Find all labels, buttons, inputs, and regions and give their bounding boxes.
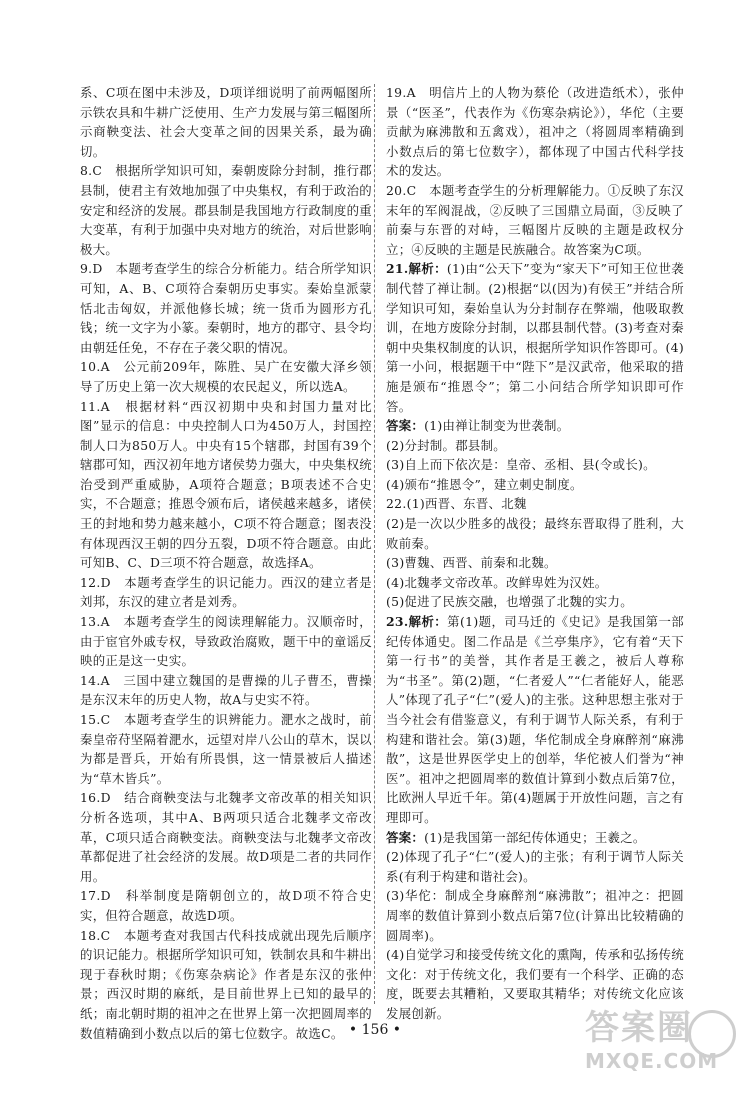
answer-text: 17.D 科举制度是隋朝创立的，故D项不符合史实，但符合题意，故选D项。 bbox=[80, 888, 372, 923]
answer-text: (3)自上而下依次是：皇帝、丞相、县(令或长)。 bbox=[386, 457, 656, 473]
answer-text: 9.D 本题考查学生的综合分析能力。结合所学知识可知，A、B、C项符合秦朝历史事实。秦始皇派蒙恬北击匈奴，并派他修长城；统一货币为圆形方孔钱；统一文字为小篆。秦朝时，地方的郡守、县令均由朝廷任免，不存在子袭父职的情况。 bbox=[80, 261, 372, 355]
answer-text: (4)自觉学习和接受传统文化的熏陶，传承和弘扬传统文化：对于传统文化，我们要有一个科学、正确的态度，既要去其糟粕，又要取其精华；对传统文化应该发展创新。 bbox=[386, 947, 684, 1021]
answer-paragraph bbox=[386, 612, 684, 828]
answer-text: (4)颁布“推恩令”，建立刺史制度。 bbox=[386, 476, 583, 492]
answer-text: 8.C 根据所学知识可知，秦朝废除分封制，推行郡县制，使君主有效地加强了中央集权，有利于政治的安定和经济的发展。郡县制是我国地方行政制度的重大变革，有利于加强中央对地方的统治，对后世影响极大。 bbox=[80, 163, 372, 257]
answer-paragraph bbox=[386, 181, 684, 259]
answer-text: (3)华佗：制成全身麻醉剂“麻沸散”；祖冲之：把圆周率的数值计算到小数点后第7位(计算出比较精确的圆周率)。 bbox=[386, 888, 684, 943]
answer-paragraph bbox=[386, 494, 684, 514]
answer-text: 16.D 结合商鞅变法与北魏孝文帝改革的相关知识分析各选项，其中A、B两项只适合北魏孝文帝改革，C项只适合商鞅变法。商鞅变法与北魏孝文帝改革都促进了社会经济的发展。故D项是二者的共同作用。 bbox=[80, 790, 372, 884]
answer-text: (2)分封制。郡县制。 bbox=[386, 437, 506, 453]
answer-paragraph bbox=[386, 886, 684, 945]
watermark-text-top: 答案圈 bbox=[585, 1008, 693, 1048]
answer-label: 答案： bbox=[386, 418, 425, 434]
answer-text: (2)是一次以少胜多的战役；最终东晋取得了胜利，大败前秦。 bbox=[386, 516, 684, 551]
answer-paragraph bbox=[80, 161, 372, 259]
answer-text: 18.C 本题考查对我国古代科技成就出现先后顺序的识记能力。根据所学知识可知，铁制农具和牛耕出现于春秋时期；《伤寒杂病论》作者是东汉的张仲景；西汉时期的麻纸，是目前世界上已知的最早的纸；南北朝时期的祖冲之在世界上第一次把圆周率的数值精确到小数点以后的第七位数字。故选C。 bbox=[80, 927, 372, 1041]
answer-paragraph bbox=[386, 592, 684, 612]
answer-text: 15.C 本题考查学生的识辨能力。淝水之战时，前秦皇帝苻坚隔着淝水，远望对岸八公山的草木，误以为都是晋兵，开始有所畏惧，这一情景被后人描述为“草木皆兵”。 bbox=[80, 712, 372, 786]
answer-text: (1)是我国第一部纪传体通史；王羲之。 bbox=[424, 829, 646, 845]
answer-text: 系、C项在图中未涉及，D项详细说明了前两幅图所示铁农具和牛耕广泛使用、生产力发展与第三幅图所示商鞅变法、社会大变革之间的因果关系，最为确切。 bbox=[80, 85, 372, 159]
left-column bbox=[80, 83, 372, 1043]
answer-paragraph bbox=[386, 436, 684, 456]
answer-label: 21.解析： bbox=[386, 261, 447, 277]
answer-text: 10.A 公元前209年，陈胜、吴广在安徽大泽乡领导了历史上第一次大规模的农民起义，所以选A。 bbox=[80, 359, 372, 394]
answer-paragraph bbox=[386, 514, 684, 553]
answer-paragraph bbox=[80, 710, 372, 788]
answer-paragraph bbox=[386, 573, 684, 593]
answer-text: 20.C 本题考查学生的分析理解能力。①反映了东汉末年的军阀混战，②反映了三国鼎立局面，③反映了前秦与东晋的对峙，三幅图片反映的主题是政权分立；④反映的主题是民族融合。故答案为C项。 bbox=[386, 182, 684, 257]
answer-text: (2)体现了孔子“仁”(爱人)的主张；有利于调节人际关系(有利于构建和谐社会)。 bbox=[386, 849, 684, 884]
answer-text: 14.A 三国中建立魏国的是曹操的儿子曹丕，曹操是东汉末年的历史人物，故A与史实不符。 bbox=[80, 672, 372, 708]
answer-text: 第(1)题，司马迁的《史记》是我国第一部纪传体通史。图二作品是《兰亭集序》，它有着“天下第一行书”的美誉，其作者是王羲之，被后人尊称为“书圣”。第(2)题，“仁者爱人”“仁者能好人，能恶人”体现了孔子“仁”(爱人)的主张。这种思想主张对于当今社会有借鉴意义，有利于调节人际关系，有利于构建和谐社会。第(3)题，华佗制成全身麻醉剂“麻沸散”，这是世界医学史上的创举，华佗被人们誉为“神医”。祖冲之把圆周率的数值计算到小数点后第7位，比欧洲人早近千年。第(4)题属于开放性问题，言之有理即可。 bbox=[386, 614, 684, 825]
answer-paragraph bbox=[80, 357, 372, 396]
answer-label: 答案： bbox=[386, 829, 425, 845]
answer-paragraph bbox=[386, 828, 684, 848]
answer-text: 19.A 明信片上的人物为蔡伦（改进造纸术），张仲景（“医圣”，代表作为《伤寒杂病论》），华佗（主要贡献为麻沸散和五禽戏），祖冲之（将圆周率精确到小数点后的第七位数字），都体现了中国古代科学技术的发达。 bbox=[386, 85, 684, 179]
answer-paragraph bbox=[80, 671, 372, 710]
answer-paragraph bbox=[386, 847, 684, 886]
watermark-logo bbox=[585, 1008, 740, 1086]
answer-paragraph bbox=[80, 397, 372, 573]
answer-text: (5)促进了民族交融，也增强了北魏的实力。 bbox=[386, 594, 633, 610]
answer-text: (4)北魏孝文帝改革。改鲜卑姓为汉姓。 bbox=[386, 574, 608, 590]
answer-paragraph bbox=[80, 788, 372, 886]
answer-paragraph bbox=[80, 259, 372, 357]
answer-text: (3)曹魏、西晋、前秦和北魏。 bbox=[386, 555, 557, 571]
answer-paragraph bbox=[80, 83, 372, 161]
top-scan-mark bbox=[220, 0, 520, 6]
answer-paragraph bbox=[80, 612, 372, 671]
answer-paragraph bbox=[386, 475, 684, 495]
answer-paragraph bbox=[386, 416, 684, 436]
answer-text: 13.A 本题考查学生的阅读理解能力。汉顺帝时，由于宦官外戚专权，导致政治腐败，题干中的童谣反映的正是这一史实。 bbox=[80, 614, 372, 669]
answer-text: (1)由禅让制变为世袭制。 bbox=[424, 418, 570, 434]
answer-text: 12.D 本题考查学生的识记能力。西汉的建立者是刘邦，东汉的建立者是刘秀。 bbox=[80, 574, 372, 610]
right-column bbox=[386, 83, 684, 1024]
answer-text: 11.A 根据材料“西汉初期中央和封国力量对比图”显示的信息：中央控制人口为450万人，封国控制人口为850万人。中央有15个辖郡，封国有39个辖郡可知，西汉初年地方诸侯势力强大，中央集权统治受到严重威胁，A项符合题意；B项表述不合史实，不合题意；推恩令颁布后，诸侯越来越多，诸侯王的封地和势力越来越小，C项不符合题意；图表没有体现西汉王朝的四分五裂，D项不符合题意。由此可知B、C、D三项不符合题意，故选择A。 bbox=[80, 398, 372, 571]
answer-text: (1)由“公天下”变为“家天下”可知王位世袭制代替了禅让制。(2)根据“以(因为)有侯王”并结合所学知识可知，秦始皇认为分封制存在弊端，他吸取教训，在地方废除分封制，以郡县制代替。(3)考查对秦朝中央集权制度的认识，根据所学知识作答即可。(4)第一小问，根据题干中“陛下”是汉武帝，他采取的措施是颁布“推恩令”；第二小问结合所学知识即可作答。 bbox=[386, 261, 684, 414]
answer-label: 23.解析： bbox=[386, 614, 448, 630]
watermark-badge-icon bbox=[688, 1010, 736, 1058]
answer-paragraph bbox=[386, 455, 684, 475]
answer-paragraph bbox=[386, 83, 684, 181]
answer-paragraph bbox=[80, 886, 372, 925]
column-divider bbox=[374, 84, 375, 1004]
page-number: • 156 • bbox=[348, 1022, 402, 1038]
answer-paragraph bbox=[386, 259, 684, 416]
answer-paragraph bbox=[386, 553, 684, 573]
answer-paragraph bbox=[80, 573, 372, 612]
watermark-text-bottom: MXQE.COM bbox=[585, 1049, 719, 1073]
answer-text: 22.(1)西晋、东晋、北魏 bbox=[386, 496, 527, 512]
